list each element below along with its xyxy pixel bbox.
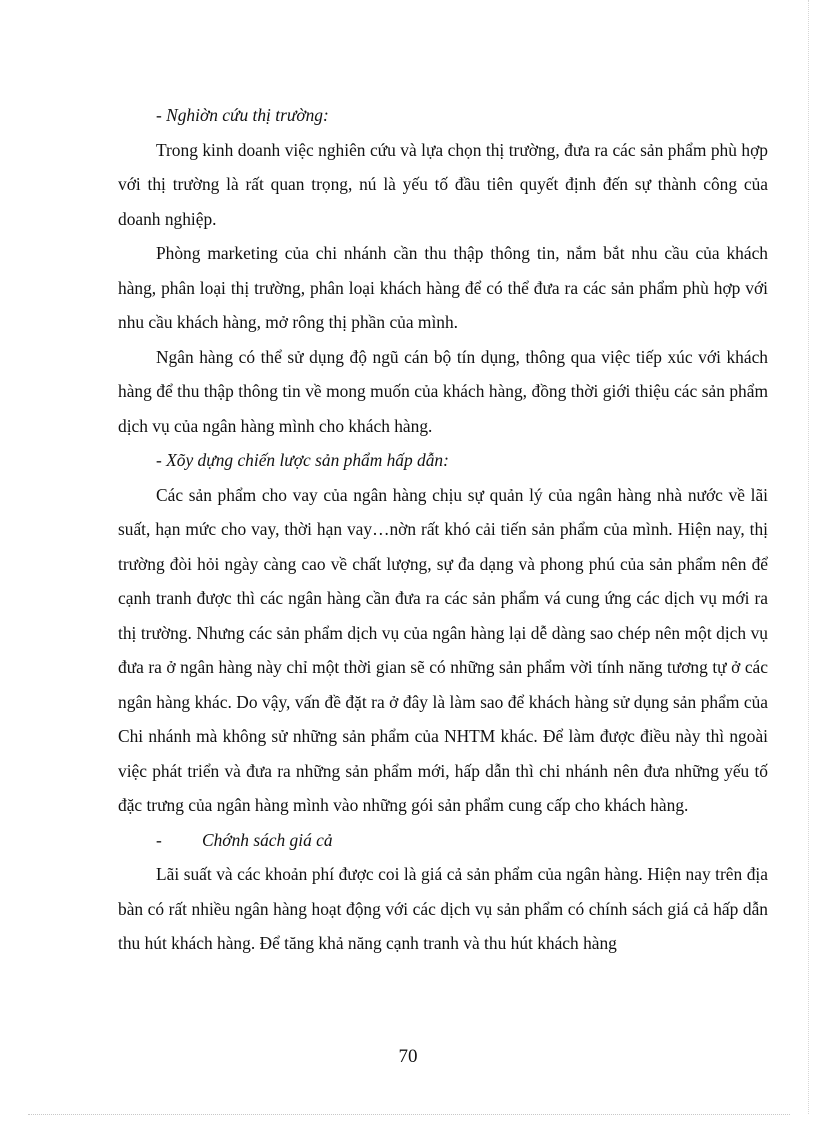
- paragraph: Phòng marketing của chi nhánh cần thu thập thông tin, nắm bắt nhu cầu của khách hàng, phân loại thị trường, phân loại khách hàng để có thể đưa ra các sản phẩm phù hợp với nhu cầu khách hàng, mở rông thị phần của mình.: [118, 243, 768, 332]
- heading-bullet-dash: -: [156, 829, 162, 850]
- document-body: [118, 98, 768, 961]
- heading-market-research: - Nghiờn cứu thị trường:: [156, 105, 329, 125]
- page-bottom-border: [28, 1114, 790, 1115]
- heading-pricing-policy: [118, 823, 768, 858]
- paragraph: Trong kinh doanh việc nghiên cứu và lựa chọn thị trường, đưa ra các sản phẩm phù hợp với thị trường là rất quan trọng, nú là yếu tố đầu tiên quyết định đến sự thành công của doanh nghiệp.: [118, 139, 768, 229]
- paragraph: Ngân hàng có thể sử dụng độ ngũ cán bộ tín dụng, thông qua việc tiếp xúc với khách hàng để thu thập thông tin về mong muốn của khách hàng, đồng thời giới thiệu các sản phẩm dịch vụ của ngân hàng mình cho khách hàng.: [118, 346, 768, 436]
- paragraph: Lãi suất và các khoản phí được coi là giá cả sản phẩm của ngân hàng. Hiện nay trên địa bàn có rất nhiều ngân hàng hoạt động với các dịch vụ sản phẩm có chính sách giá cả hấp dẫn thu hút khách hàng. Để tăng khả năng cạnh tranh và thu hút khách hàng: [118, 864, 768, 953]
- heading-text: Chớnh sách giá cả: [202, 829, 333, 850]
- paragraph: Các sản phẩm cho vay của ngân hàng chịu sự quản lý của ngân hàng nhà nước về lãi suất, hạn mức cho vay, thời hạn vay…nờn rất khó cải tiến sản phẩm của mình. Hiện nay, thị trường đòi hỏi ngày càng cao về chất lượng, sự đa dạng và phong phú của sản phẩm nên để cạnh tranh được thì các ngân hàng cần đưa ra các sản phẩm vá cung ứng các dịch vụ mới ra thị trường. Nhưng các sản phẩm dịch vụ của ngân hàng lại dễ dàng sao chép nên một dịch vụ đưa ra ở ngân hàng này chỉ một thời gian sẽ có những sản phẩm vời tính năng tương tự ở các ngân hàng khác. Do vậy, vấn đề đặt ra ở đây là làm sao để khách hàng sử dụng sản phẩm của Chi nhánh mà không sử những sản phẩm của NHTM khác. Để làm được điều này thì ngoài việc phát triển và đưa ra những sản phẩm mới, hấp dẫn thì chi nhánh nên đưa những yếu tố đặc trưng của ngân hàng mình vào những gói sản phẩm cung cấp cho khách hàng.: [118, 484, 768, 815]
- page-right-border: [808, 0, 809, 1114]
- heading-product-strategy: - Xõy dựng chiến lược sản phẩm hấp dẫn:: [156, 450, 449, 470]
- page-number: 70: [398, 1046, 418, 1067]
